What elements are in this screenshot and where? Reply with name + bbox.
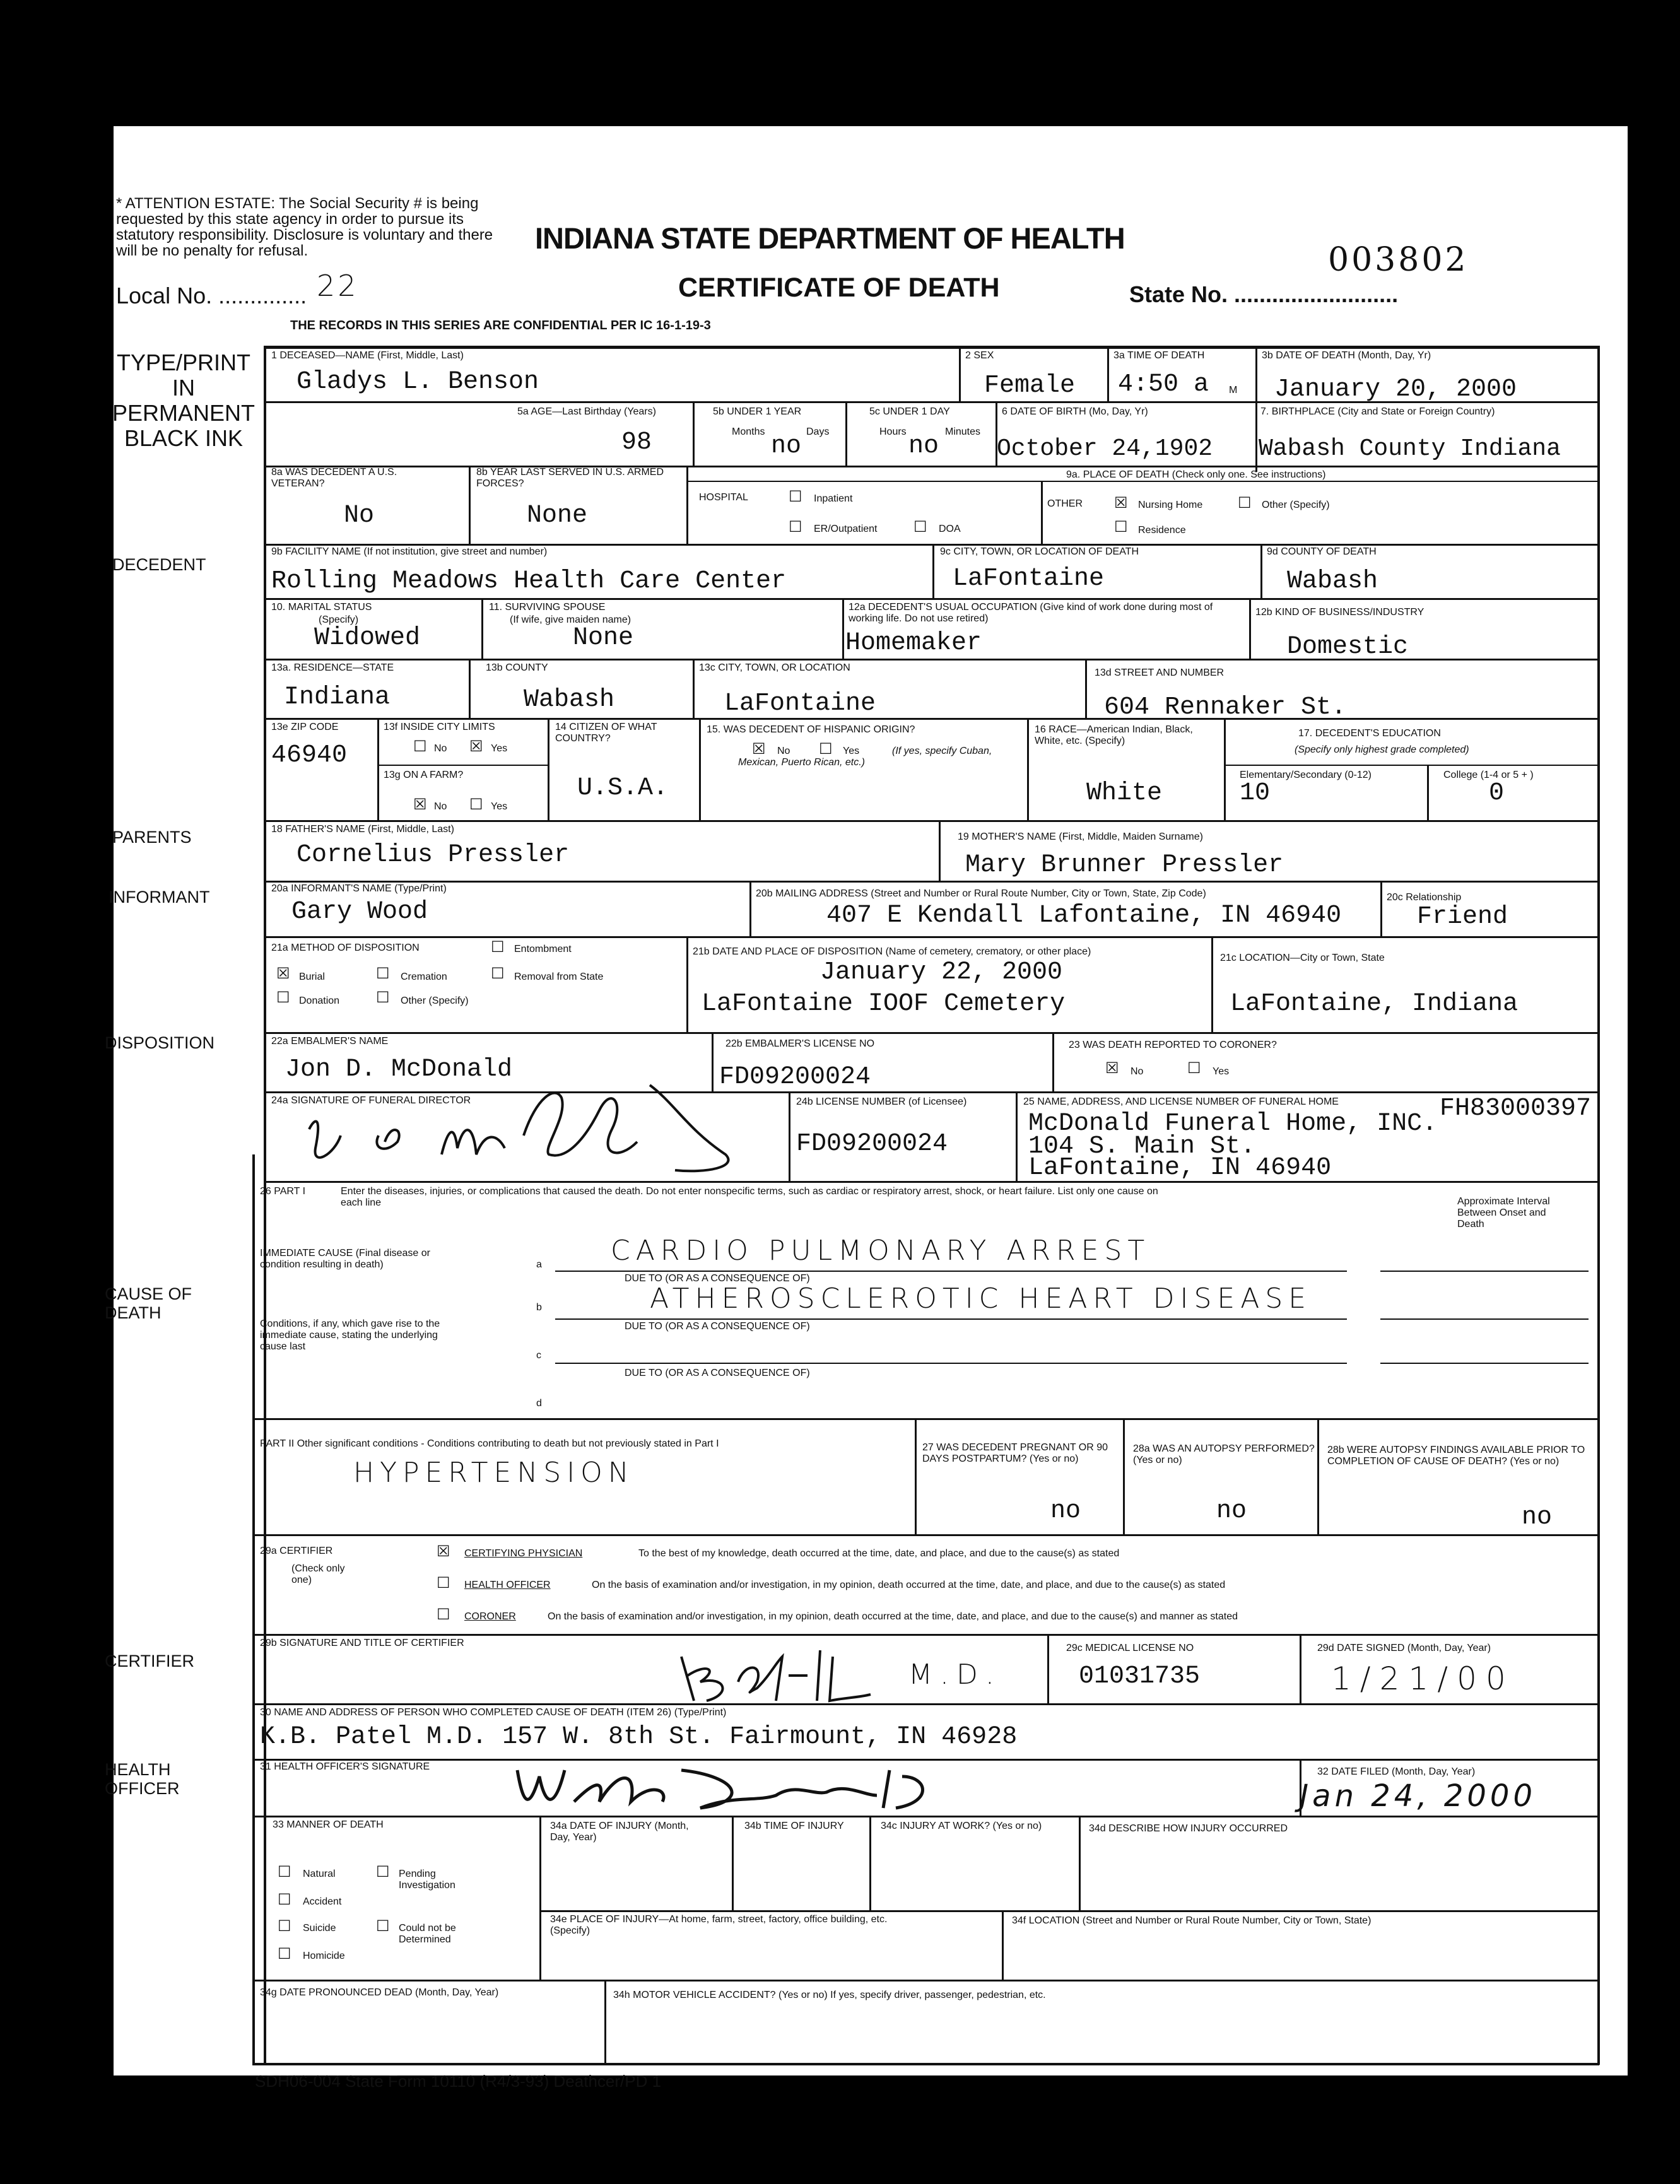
label-certifier-signature: 29b SIGNATURE AND TITLE OF CERTIFIER (260, 1638, 464, 1648)
autopsy-findings-value: no (1522, 1503, 1553, 1532)
rule-v-3b (1255, 346, 1257, 472)
rule-v-34a (539, 1816, 541, 1981)
interval-b (1380, 1318, 1589, 1320)
certificate-number: 003802 (1328, 241, 1469, 279)
label-coroner-no: No (1131, 1066, 1144, 1077)
city-limits-no-checkbox[interactable]: ☐ (413, 737, 427, 755)
certifier-signature (669, 1638, 921, 1707)
label-hospital: HOSPITAL (699, 492, 748, 503)
label-injury-location: 34f LOCATION (Street and Number or Rural Route Number, City or Town, State) (1012, 1915, 1372, 1926)
label-hours: Hours (879, 426, 907, 437)
rule-v-17-col (1427, 765, 1429, 821)
label-cause-completed-by: 30 NAME AND ADDRESS OF PERSON WHO COMPLETED CAUSE OF DEATH (ITEM 26) (Type/Print) (260, 1707, 727, 1718)
label-under-1-year: 5b UNDER 1 YEAR (713, 406, 802, 417)
label-name: 1 DECEASED—NAME (First, Middle, Last) (271, 350, 464, 361)
facility-value: Rolling Meadows Health Care Center (271, 567, 787, 596)
rule-v-other (1041, 481, 1043, 545)
race-value: White (1086, 779, 1163, 807)
rule-row4 (264, 598, 1599, 600)
label-health-officer-signature: 31 HEALTH OFFICER'S SIGNATURE (260, 1761, 430, 1772)
rule-v-3a (1107, 346, 1109, 402)
line-a (555, 1271, 1347, 1272)
under-1-year-value: no (771, 432, 802, 461)
label-hispanic: 15. WAS DECEDENT OF HISPANIC ORIGIN? (707, 724, 915, 735)
cause-side-label: CAUSE OF DEATH (105, 1284, 192, 1322)
inpatient-checkbox[interactable]: ☐ (789, 488, 802, 505)
label-sex: 2 SEX (965, 350, 994, 361)
label-birthplace: 7. BIRTHPLACE (City and State or Foreign Country) (1260, 406, 1495, 417)
date-of-death: January 20, 2000 (1274, 375, 1517, 404)
label-entombment: Entombment (514, 944, 572, 954)
line-b (555, 1318, 1347, 1320)
health-officer-side-label: HEALTH OFFICER (105, 1760, 180, 1798)
label-part1: 26 PART I (260, 1186, 306, 1197)
funeral-home-license: FH83000397 (1440, 1095, 1592, 1123)
local-no-value: 22 (317, 269, 359, 303)
label-marital: 10. MARITAL STATUS (271, 602, 372, 613)
accident-checkbox[interactable]: ☐ (278, 1891, 291, 1908)
business-value: Domestic (1287, 633, 1409, 661)
label-marital-specify: (Specify) (319, 614, 359, 625)
line-c (555, 1363, 1347, 1364)
label-county-of-death: 9d COUNTY OF DEATH (1267, 546, 1377, 557)
label-autopsy-findings: 28b WERE AUTOPSY FINDINGS AVAILABLE PRIOR TO COMPLETION OF CAUSE OF DEATH? (Yes or no) (1327, 1445, 1585, 1467)
rule-v-13f (377, 718, 379, 821)
label-homicide: Homicide (303, 1951, 345, 1961)
label-line-a: a (536, 1259, 542, 1270)
donation-checkbox[interactable]: ☐ (276, 989, 290, 1006)
label-interval: Approximate Interval Between Onset and Death (1457, 1196, 1550, 1230)
veteran-value: No (344, 502, 375, 530)
label-age: 5a AGE—Last Birthday (Years) (517, 406, 656, 417)
suicide-checkbox[interactable]: ☐ (278, 1917, 291, 1935)
rule-v-28b (1317, 1418, 1319, 1535)
certifying-physician-text: To the best of my knowledge, death occurred at the time, date, and place, and due to the cause(s) as stated (638, 1548, 1120, 1559)
certifier-title-value: M.D. (908, 1659, 1002, 1691)
label-how-injury: 34d DESCRIBE HOW INJURY OCCURRED (1089, 1823, 1288, 1834)
funeral-home-line1: McDonald Funeral Home, INC. (1028, 1110, 1438, 1138)
label-conditions: Conditions, if any, which gave rise to the immediate cause, stating the underlying cause last (260, 1318, 440, 1352)
funeral-home-line2: 104 S. Main St. (1028, 1132, 1256, 1161)
health-officer-text: On the basis of examination and/or investigation, in my opinion, death occurred at the time, date, and place, and due to the cause(s) as stated (592, 1580, 1226, 1590)
rule-34e (539, 1910, 1599, 1912)
age-value: 98 (621, 428, 652, 457)
informant-side-label: INFORMANT (109, 888, 210, 907)
occupation-value: Homemaker (845, 629, 982, 657)
rule-v-13b (469, 659, 471, 719)
label-months: Months (732, 426, 765, 437)
label-residence-county: 13b COUNTY (486, 662, 548, 673)
label-certifying-physician: CERTIFYING PHYSICIAN (464, 1548, 583, 1559)
rule-v-34f (1002, 1910, 1004, 1981)
embalmer-value: Jon D. McDonald (285, 1055, 513, 1084)
county-of-death: Wabash (1287, 567, 1378, 596)
rule-row7 (264, 820, 1599, 822)
rule-v-8b (469, 466, 471, 545)
label-removal: Removal from State (514, 972, 604, 982)
rule-v-17 (1224, 718, 1226, 821)
label-dob: 6 DATE OF BIRTH (Mo, Day, Yr) (1002, 406, 1148, 417)
disposition-date: January 22, 2000 (820, 958, 1063, 987)
rule-v-28a (1123, 1418, 1125, 1535)
label-spouse-sub: (If wife, give maiden name) (510, 614, 631, 625)
label-college: College (1-4 or 5 + ) (1443, 770, 1534, 780)
rule-v-9c (932, 544, 934, 599)
label-line-d: d (536, 1398, 542, 1409)
due-to-a: DUE TO (OR AS A CONSEQUENCE OF) (625, 1273, 810, 1284)
part2-value: HYPERTENSION (353, 1457, 635, 1489)
label-elementary: Elementary/Secondary (0-12) (1240, 770, 1372, 780)
label-hispanic-no: No (777, 746, 790, 756)
rule-top (264, 346, 1599, 349)
rule-v-34d (1079, 1816, 1081, 1910)
label-funeral-director-signature: 24a SIGNATURE OF FUNERAL DIRECTOR (271, 1095, 471, 1106)
rule-part2 (252, 1418, 1599, 1420)
label-hispanic-note: (If yes, specify Cuban, Mexican, Puerto Rican, etc.) (738, 746, 992, 768)
farm-yes-checkbox[interactable]: ☐ (469, 796, 483, 813)
rule-v-14 (548, 718, 549, 821)
type-print-label: TYPE/PRINT IN PERMANENT BLACK INK (112, 349, 256, 451)
homicide-checkbox[interactable]: ☐ (278, 1945, 291, 1963)
label-inpatient: Inpatient (814, 493, 853, 504)
label-date-of-injury: 34a DATE OF INJURY (Month, Day, Year) (550, 1821, 689, 1843)
sex-value: Female (984, 372, 1076, 400)
label-date-filed: 32 DATE FILED (Month, Day, Year) (1317, 1766, 1476, 1777)
label-disposition-method: 21a METHOD OF DISPOSITION (271, 942, 420, 953)
undetermined-checkbox[interactable]: ☐ (376, 1917, 390, 1935)
label-farm: 13g ON A FARM? (384, 770, 464, 780)
label-street: 13d STREET AND NUMBER (1095, 667, 1225, 678)
label-race: 16 RACE—American Indian, Black, White, etc. (Specify) (1035, 724, 1193, 746)
rule-v-12b (1249, 598, 1251, 660)
label-funeral-home: 25 NAME, ADDRESS, AND LICENSE NUMBER OF FUNERAL HOME (1023, 1096, 1339, 1107)
rule-v-9a (686, 466, 688, 545)
label-hispanic-yes: Yes (843, 746, 860, 756)
label-coroner: CORONER (464, 1611, 516, 1622)
rule-v-15 (699, 718, 701, 821)
citizen-value: U.S.A. (577, 774, 669, 802)
time-of-death: 4:50 a (1118, 370, 1209, 399)
other-specify-checkbox[interactable]: ☐ (1238, 494, 1252, 512)
informant-value: Gary Wood (291, 898, 428, 926)
label-coroner-yes: Yes (1213, 1066, 1230, 1077)
label-education-sub: (Specify only highest grade completed) (1295, 744, 1469, 755)
college-value: 0 (1489, 779, 1505, 807)
label-place-of-death: 9a. PLACE OF DEATH (Check only one. See instructions) (1066, 469, 1326, 480)
label-certifier-check: (Check only one) (291, 1563, 345, 1585)
rule-v-23 (1052, 1032, 1054, 1093)
health-officer-checkbox[interactable]: ☐ (437, 1574, 450, 1592)
local-no-label: Local No. .............. (116, 283, 307, 308)
label-injury-at-work: 34c INJURY AT WORK? (Yes or no) (881, 1821, 1042, 1831)
city-of-death: LaFontaine (953, 565, 1105, 593)
rule-bottom (252, 2063, 1599, 2065)
label-place-of-injury: 34e PLACE OF INJURY—At home, farm, street, factory, office building, etc. (Specify) (550, 1914, 888, 1936)
disposition-place: LaFontaine IOOF Cemetery (702, 990, 1066, 1018)
label-er: ER/Outpatient (814, 524, 878, 534)
other-disposition-checkbox[interactable]: ☐ (376, 989, 390, 1006)
label-funeral-license: 24b LICENSE NUMBER (of Licensee) (796, 1096, 967, 1107)
residence-state: Indiana (284, 683, 391, 712)
er-checkbox[interactable]: ☐ (789, 518, 802, 536)
label-relationship: 20c Relationship (1387, 892, 1462, 903)
label-father: 18 FATHER'S NAME (First, Middle, Last) (271, 824, 454, 835)
rule-v-19 (939, 820, 941, 882)
label-veteran: 8a WAS DECEDENT A U.S. VETERAN? (271, 467, 397, 489)
label-date-pronounced: 34g DATE PRONOUNCED DEAD (Month, Day, Year) (260, 1987, 499, 1998)
rule-v-13c (693, 659, 695, 719)
rule-row-29a (252, 1534, 1599, 1536)
label-line-c: c (536, 1350, 541, 1361)
rule-v-34h (604, 1980, 606, 2064)
label-accident: Accident (303, 1896, 342, 1907)
residence-county: Wabash (524, 686, 615, 714)
label-autopsy: 28a WAS AN AUTOPSY PERFORMED? (Yes or no) (1133, 1443, 1315, 1465)
rule-row10 (264, 1032, 1599, 1034)
disposition-location: LaFontaine, Indiana (1230, 990, 1518, 1018)
label-manner-of-death: 33 MANNER OF DEATH (273, 1819, 384, 1830)
label-embalmer: 22a EMBALMER'S NAME (271, 1036, 389, 1047)
label-certifier: 29a CERTIFIER (260, 1546, 333, 1556)
form-footer: SDH06-004 State Form 10110 (R4/3-93) Deathcer/PD 1 (255, 2072, 662, 2091)
label-cremation: Cremation (401, 972, 447, 982)
spouse-value: None (573, 624, 634, 652)
time-suffix: M (1229, 385, 1238, 396)
label-time-of-death: 3a TIME OF DEATH (1113, 350, 1205, 361)
armed-forces-value: None (527, 502, 588, 530)
label-mailing: 20b MAILING ADDRESS (Street and Number or Rural Route Number, City or Town, State, Zip Code) (756, 888, 1206, 899)
medical-license: 01031735 (1079, 1662, 1201, 1691)
rule-v-21b (686, 936, 688, 1033)
certifier-side-label: CERTIFIER (105, 1652, 195, 1670)
label-pregnant: 27 WAS DECEDENT PREGNANT OR 90 DAYS POSTPARTUM? (Yes or no) (922, 1442, 1108, 1464)
entombment-checkbox[interactable]: ☐ (491, 938, 505, 956)
marital-value: Widowed (314, 624, 421, 652)
city-limits-yes-checkbox[interactable]: ☒ (469, 737, 483, 755)
embalmer-license: FD09200024 (719, 1063, 871, 1091)
decedent-side-label: DECEDENT (112, 555, 206, 574)
rule-left-lower (252, 1154, 255, 2065)
mailing-value: 407 E Kendall Lafontaine, IN 46940 (826, 901, 1342, 930)
label-pending: Pending Investigation (399, 1869, 455, 1891)
label-doa: DOA (939, 524, 961, 534)
removal-checkbox[interactable]: ☐ (491, 965, 505, 982)
doa-checkbox[interactable]: ☐ (913, 518, 927, 536)
rule-v-27 (915, 1418, 917, 1535)
label-city-of-death: 9c CITY, TOWN, OR LOCATION OF DEATH (940, 546, 1139, 557)
rule-v-5c (845, 401, 847, 467)
rule-v-20b (749, 881, 751, 937)
rule-v-2 (959, 346, 961, 402)
label-under-1-day: 5c UNDER 1 DAY (869, 406, 950, 417)
label-residence-city: 13c CITY, TOWN, OR LOCATION (699, 662, 850, 673)
natural-checkbox[interactable]: ☐ (278, 1863, 291, 1881)
label-business: 12b KIND OF BUSINESS/INDUSTRY (1255, 607, 1424, 618)
health-officer-signature (511, 1758, 953, 1821)
nursing-home-checkbox[interactable]: ☒ (1114, 494, 1128, 512)
rule-v-34b (732, 1816, 734, 1910)
rule-row6 (264, 718, 1599, 720)
rule-row9 (264, 936, 1599, 938)
state-no-label: State No. .......................... (1129, 281, 1399, 307)
zip-value: 46940 (271, 741, 348, 770)
label-mother: 19 MOTHER'S NAME (First, Middle, Maiden Surname) (958, 831, 1203, 842)
label-medical-license: 29c MEDICAL LICENSE NO (1066, 1643, 1194, 1653)
label-date-of-death: 3b DATE OF DEATH (Month, Day, Yr) (1262, 350, 1431, 361)
label-residence-state: 13a. RESIDENCE—STATE (271, 662, 394, 673)
under-1-day-value: no (908, 432, 939, 461)
label-undetermined: Could not be Determined (399, 1923, 456, 1945)
label-farm-no: No (434, 801, 447, 812)
due-to-c: DUE TO (OR AS A CONSEQUENCE OF) (625, 1368, 810, 1378)
label-nursing-home: Nursing Home (1138, 500, 1203, 510)
rule-v-16 (1027, 718, 1029, 821)
street-value: 604 Rennaker St. (1104, 693, 1347, 722)
label-donation: Donation (299, 995, 340, 1006)
label-embalmer-license: 22b EMBALMER'S LICENSE NO (725, 1038, 875, 1049)
autopsy-value: no (1216, 1497, 1247, 1525)
rule-13f-13g (377, 765, 548, 766)
rule-v-12a (842, 598, 844, 660)
elementary-value: 10 (1240, 779, 1271, 807)
label-motor-vehicle: 34h MOTOR VEHICLE ACCIDENT? (Yes or no) If yes, specify driver, passenger, pedestrian, etc. (613, 1990, 1046, 2000)
rule-v-5b (693, 401, 695, 467)
rule-v-29c (1047, 1634, 1049, 1705)
rule-row3 (264, 544, 1599, 546)
certificate-title: CERTIFICATE OF DEATH (678, 273, 1000, 303)
label-disposition-date-place: 21b DATE AND PLACE OF DISPOSITION (Name of cemetery, crematory, or other place) (693, 946, 1091, 957)
label-other: OTHER (1047, 498, 1083, 509)
label-other-disposition: Other (Specify) (401, 995, 469, 1006)
label-time-of-injury: 34b TIME OF INJURY (744, 1821, 844, 1831)
label-date-signed: 29d DATE SIGNED (Month, Day, Year) (1317, 1643, 1491, 1653)
label-coroner-reported: 23 WAS DEATH REPORTED TO CORONER? (1069, 1040, 1277, 1050)
certifying-physician-checkbox[interactable]: ☒ (437, 1542, 450, 1560)
label-occupation: 12a DECEDENT'S USUAL OCCUPATION (Give kind of work done during most of working life. Do not use retired) (849, 602, 1213, 624)
relationship-value: Friend (1417, 903, 1508, 931)
pending-checkbox[interactable]: ☐ (376, 1863, 390, 1881)
label-education: 17. DECEDENT'S EDUCATION (1298, 728, 1441, 739)
label-farm-yes: Yes (491, 801, 508, 812)
burial-checkbox[interactable]: ☒ (276, 965, 290, 982)
rule-9a-inner (686, 481, 1599, 482)
decedent-name: Gladys L. Benson (297, 368, 539, 396)
label-facility: 9b FACILITY NAME (If not institution, give street and number) (271, 546, 548, 557)
rule-v-24b (789, 1091, 790, 1182)
parents-side-label: PARENTS (112, 828, 192, 847)
label-health-officer: HEALTH OFFICER (464, 1580, 551, 1590)
rule-right (1597, 346, 1600, 2065)
label-city-limits: 13f INSIDE CITY LIMITS (384, 722, 495, 732)
birthplace-value: Wabash County Indiana (1259, 435, 1561, 462)
part1-instructions: Enter the diseases, injuries, or complications that caused the death. Do not enter nonspecific terms, such as cardiac or respiratory arrest, shock, or heart failure. List only one cause on each line (341, 1186, 1158, 1208)
label-informant: 20a INFORMANT'S NAME (Type/Print) (271, 883, 447, 894)
residence-city: LaFontaine (724, 690, 876, 718)
cause-a-value: CARDIO PULMONARY ARREST (611, 1235, 1151, 1267)
farm-no-checkbox[interactable]: ☒ (413, 796, 427, 813)
coroner-text: On the basis of examination and/or investigation, in my opinion, death occurred at the time, date, and place, and due to the cause(s) and manner as stated (548, 1611, 1238, 1622)
label-city-limits-yes: Yes (491, 743, 508, 754)
label-natural: Natural (303, 1869, 336, 1879)
label-armed-forces: 8b YEAR LAST SERVED IN U.S. ARMED FORCES? (476, 467, 664, 489)
label-city-limits-no: No (434, 743, 447, 754)
rule-left (264, 346, 266, 2065)
pregnant-value: no (1050, 1497, 1081, 1525)
hispanic-no-checkbox[interactable]: ☒ (752, 740, 766, 758)
residence-checkbox[interactable]: ☐ (1114, 518, 1128, 536)
label-citizen: 14 CITIZEN OF WHAT COUNTRY? (555, 722, 657, 744)
date-signed: 1/21/00 (1331, 1660, 1515, 1697)
label-disposition-location: 21c LOCATION—City or Town, State (1220, 953, 1385, 963)
rule-v-20c (1380, 881, 1382, 937)
cause-completed-by: K.B. Patel M.D. 157 W. 8th St. Fairmount, IN 46928 (260, 1723, 1018, 1751)
coroner-yes-checkbox[interactable]: ☐ (1187, 1059, 1201, 1077)
label-part2: PART II Other significant conditions - Conditions contributing to death but not previously stated in Part I (260, 1438, 719, 1449)
label-suicide: Suicide (303, 1923, 336, 1934)
label-line-b: b (536, 1302, 542, 1313)
rule-row2 (264, 466, 1599, 467)
label-burial: Burial (299, 972, 325, 982)
mother-value: Mary Brunner Pressler (965, 851, 1284, 879)
rule-row-29b (252, 1634, 1599, 1636)
coroner-no-checkbox[interactable]: ☒ (1105, 1059, 1119, 1077)
rule-v-25 (1016, 1091, 1018, 1182)
label-immediate-cause: IMMEDIATE CAUSE (Final disease or condition resulting in death) (260, 1248, 430, 1270)
rule-v-11 (481, 598, 483, 660)
interval-a (1380, 1271, 1589, 1272)
father-value: Cornelius Pressler (297, 841, 570, 869)
agency-name: INDIANA STATE DEPARTMENT OF HEALTH (535, 221, 1125, 255)
rule-v-34c (869, 1816, 871, 1910)
label-residence: Residence (1138, 525, 1186, 536)
hispanic-yes-checkbox[interactable]: ☐ (819, 740, 833, 758)
funeral-director-signature (297, 1060, 776, 1186)
label-other-specify: Other (Specify) (1262, 500, 1330, 510)
confidential-note: THE RECORDS IN THIS SERIES ARE CONFIDENTIAL PER IC 16-1-19-3 (290, 319, 711, 332)
rule-row-30 (252, 1703, 1599, 1705)
rule-row8 (264, 881, 1599, 883)
rule-17-inner (1224, 765, 1599, 766)
disposition-side-label: DISPOSITION (105, 1033, 215, 1052)
funeral-license: FD09200024 (796, 1130, 948, 1158)
coroner-checkbox[interactable]: ☐ (437, 1606, 450, 1623)
dob-value: October 24,1902 (997, 435, 1213, 462)
label-minutes: Minutes (945, 426, 981, 437)
rule-v-13d (1085, 659, 1087, 719)
label-days: Days (806, 426, 830, 437)
interval-c (1380, 1363, 1589, 1364)
cause-b-value: ATHEROSCLEROTIC HEART DISEASE (650, 1283, 1312, 1315)
rule-v-21c (1211, 936, 1213, 1033)
rule-row-34g (252, 1980, 1599, 1981)
rule-v-9d (1260, 544, 1262, 599)
rule-v-29d (1300, 1634, 1301, 1705)
date-filed: Jan 24, 2000 (1300, 1778, 1536, 1814)
attention-notice: * ATTENTION ESTATE: The Social Security # is being requested by this state agency in order to pursue its statutory responsibility. Disclosure is voluntary and there will be no penalty for refusal. (116, 195, 493, 259)
funeral-home-line3: LaFontaine, IN 46940 (1028, 1154, 1332, 1182)
cremation-checkbox[interactable]: ☐ (376, 965, 390, 982)
label-zip: 13e ZIP CODE (271, 722, 339, 732)
label-spouse: 11. SURVIVING SPOUSE (489, 602, 606, 613)
due-to-b: DUE TO (OR AS A CONSEQUENCE OF) (625, 1321, 810, 1332)
